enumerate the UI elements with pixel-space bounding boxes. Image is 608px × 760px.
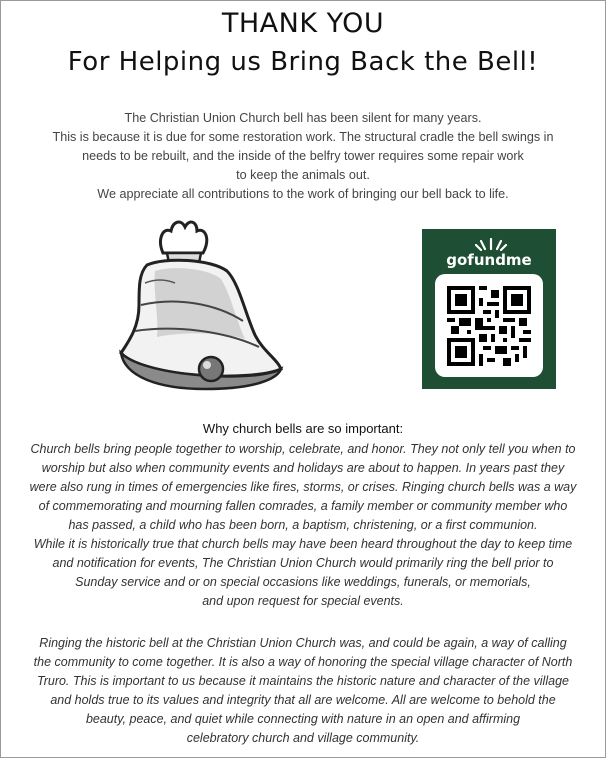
- qr-code-icon: [447, 286, 531, 366]
- why-line: and upon request for special events.: [202, 594, 404, 608]
- closing-line: Truro. This is important to us because it maintains the historic nature and character of the village: [37, 674, 569, 688]
- why-line: were also rung in times of emergencies like fires, storms, or crises. Ringing church bells was a way: [29, 480, 577, 494]
- why-line: Church bells bring people together to worship, celebrate, and honor. They not only tell you when to: [30, 442, 576, 456]
- intro-line: The Christian Union Church bell has been silent for many years.: [124, 111, 482, 125]
- intro-line: to keep the animals out.: [236, 168, 370, 182]
- church-bell-icon: [105, 213, 297, 409]
- why-line: Sunday service and or on special occasions like weddings, funerals, or memorials,: [75, 575, 531, 589]
- closing-line: and holds true to its values and integrity that all are welcome. All are welcome to behold the: [50, 693, 556, 707]
- closing-line: celebratory church and village community.: [186, 731, 420, 745]
- gofundme-qr-card[interactable]: [422, 229, 556, 389]
- intro-line: This is because it is due for some restoration work. The structural cradle the bell swings in: [52, 130, 554, 144]
- closing-line: Ringing the historic bell at the Christian Union Church was, and could be again, a way of calling: [39, 636, 567, 650]
- why-line: and notification for events, The Christian Union Church would primarily ring the bell prior to: [52, 556, 554, 570]
- thank-you-subtitle: For Helping us Bring Back the Bell!: [67, 47, 539, 77]
- why-line: has passed, a child who has been born, a baptism, christening, or a first communion.: [68, 518, 538, 532]
- qr-code[interactable]: [435, 274, 543, 377]
- intro-paragraph: [11, 109, 595, 204]
- gofundme-sun-icon: [474, 235, 508, 251]
- thank-you-title: THANK YOU: [221, 8, 385, 39]
- closing-paragraph: [7, 634, 599, 748]
- why-line: worship but also when community events and holidays are about to happen. In years past they: [41, 461, 565, 475]
- why-line: of commemorating and mourning fallen comrades, a family member or community member who: [38, 499, 568, 513]
- gofundme-logo: gofundme: [446, 251, 532, 269]
- intro-line: needs to be rebuilt, and the inside of the belfry tower requires some repair work: [82, 149, 524, 163]
- closing-line: the community to come together. It is also a way of honoring the special village character of North: [33, 655, 573, 669]
- why-line: While it is historically true that church bells may have been heard throughout the day to keep time: [33, 537, 573, 551]
- closing-line: beauty, peace, and quiet while connecting with nature in an open and affirming: [85, 712, 521, 726]
- intro-line: We appreciate all contributions to the work of bringing our bell back to life.: [97, 187, 509, 201]
- why-paragraph: [7, 440, 599, 611]
- why-heading: Why church bells are so important:: [202, 421, 404, 436]
